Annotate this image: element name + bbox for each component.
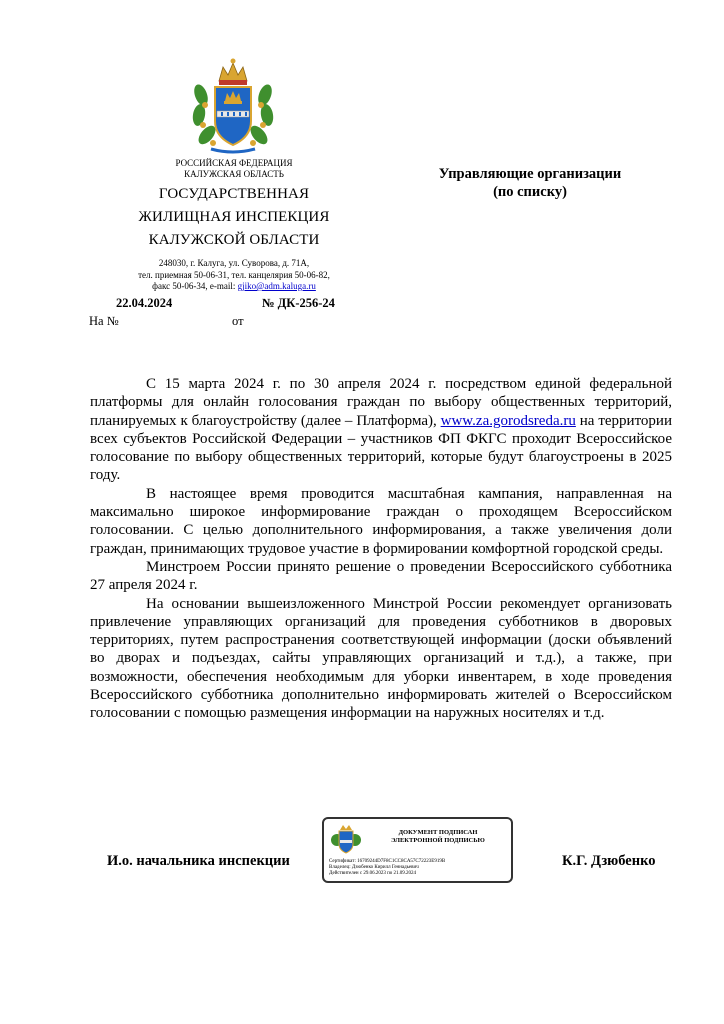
addressee-line2: (по списку)	[493, 184, 567, 200]
country-name: РОССИЙСКАЯ ФЕДЕРАЦИЯ	[175, 158, 293, 168]
document-date: 22.04.2024	[116, 296, 173, 310]
document-number: № ДК-256-24	[262, 296, 335, 310]
org-fax-email	[100, 281, 368, 293]
stamp-validity: Действителен с 29.06.2023 по 21.09.2024	[329, 871, 416, 876]
paragraph-1-end: на территории всех субъектов Российской Федерации – участников ФП ФКГС проходит Всероссийское голосование по выбору общественных территорий, которые будут благоустроены в 2025 году.	[90, 412, 672, 484]
paragraph-3: Минстроем России принято решение о проведении Всероссийского субботника 27 апреля 2024 г.	[90, 558, 672, 594]
paragraph-1	[90, 375, 672, 485]
org-address: 248030, г. Калуга, ул. Суворова, д. 71А,	[158, 258, 310, 268]
paragraph-2: В настоящее время проводится масштабная кампания, направленная на максимально широкое информирование граждан о проходящем Всероссийском голосовании. С целью дополнительного информирования, а также увеличения доли граждан, принимающих трудовое участие в формировании комфортной городской среды.	[90, 485, 672, 557]
electronic-signature-stamp	[322, 817, 513, 883]
signer-name: К.Г. Дзюбенко	[562, 853, 656, 869]
paragraph-4: На основании вышеизложенного Минстрой России рекомендует организовать привлечение управляющих организаций для проведения субботников в дворовых территориях, путем распространения соответствующей информации (доски объявлений во дворах и подъездах, сайты управляющих организаций и т.д.), а также, при возможности, обеспечения необходимым для уборки инвентарем, в ходе проведения Всероссийского субботника дополнительно информировать жителей о Всероссийском голосовании с помощью размещения информации на наружных носителях и т.д.	[90, 595, 672, 722]
email-link[interactable]: gjiko@adm.kaluga.ru	[237, 281, 316, 291]
org-contacts	[100, 258, 368, 293]
org-fax: факс 50-06-34, e-mail:	[152, 281, 238, 291]
org-phones: тел. приемная 50-06-31, тел. канцелярия 50-06-82,	[138, 269, 330, 280]
letter-body	[90, 375, 672, 723]
signer-title: И.о. начальника инспекции	[107, 853, 290, 869]
stamp-details	[329, 859, 511, 877]
platform-link[interactable]: www.za.gorodsreda.ru	[440, 412, 576, 429]
stamp-title	[368, 829, 508, 845]
region-name: КАЛУЖСКАЯ ОБЛАСТЬ	[184, 168, 284, 179]
org-name-line2: ЖИЛИЩНАЯ ИНСПЕКЦИЯ	[138, 209, 330, 225]
paragraph-1-start: С 15 марта 2024 г. по 30 апреля 2024 г. посредством единой федеральной платформы для онлайн голосования граждан по выбору общественных территорий, планируемых к благоустройству (далее – Платформа),	[90, 376, 672, 429]
addressee-line1: Управляющие организации	[438, 166, 622, 182]
stamp-coat-of-arms-icon	[329, 822, 363, 856]
reference-number-label: На №	[89, 314, 119, 328]
org-name-line1: ГОСУДАРСТВЕННАЯ	[158, 186, 310, 202]
stamp-title-line2: ЭЛЕКТРОННОЙ ПОДПИСЬЮ	[391, 837, 485, 844]
reference-from-label: от	[232, 314, 244, 328]
stamp-certificate: Сертификат: 16709244D7F8C1CC8CA57C72223E919B	[329, 859, 446, 864]
coat-of-arms-icon	[191, 55, 275, 159]
organization-header	[100, 158, 368, 293]
stamp-owner: Владелец: Дзюбенко Кирилл Геннадьевич	[329, 865, 419, 870]
addressee-block	[420, 165, 640, 201]
stamp-title-line1: ДОКУМЕНТ ПОДПИСАН	[398, 829, 478, 836]
org-name-line3: КАЛУЖСКОЙ ОБЛАСТИ	[148, 232, 320, 248]
